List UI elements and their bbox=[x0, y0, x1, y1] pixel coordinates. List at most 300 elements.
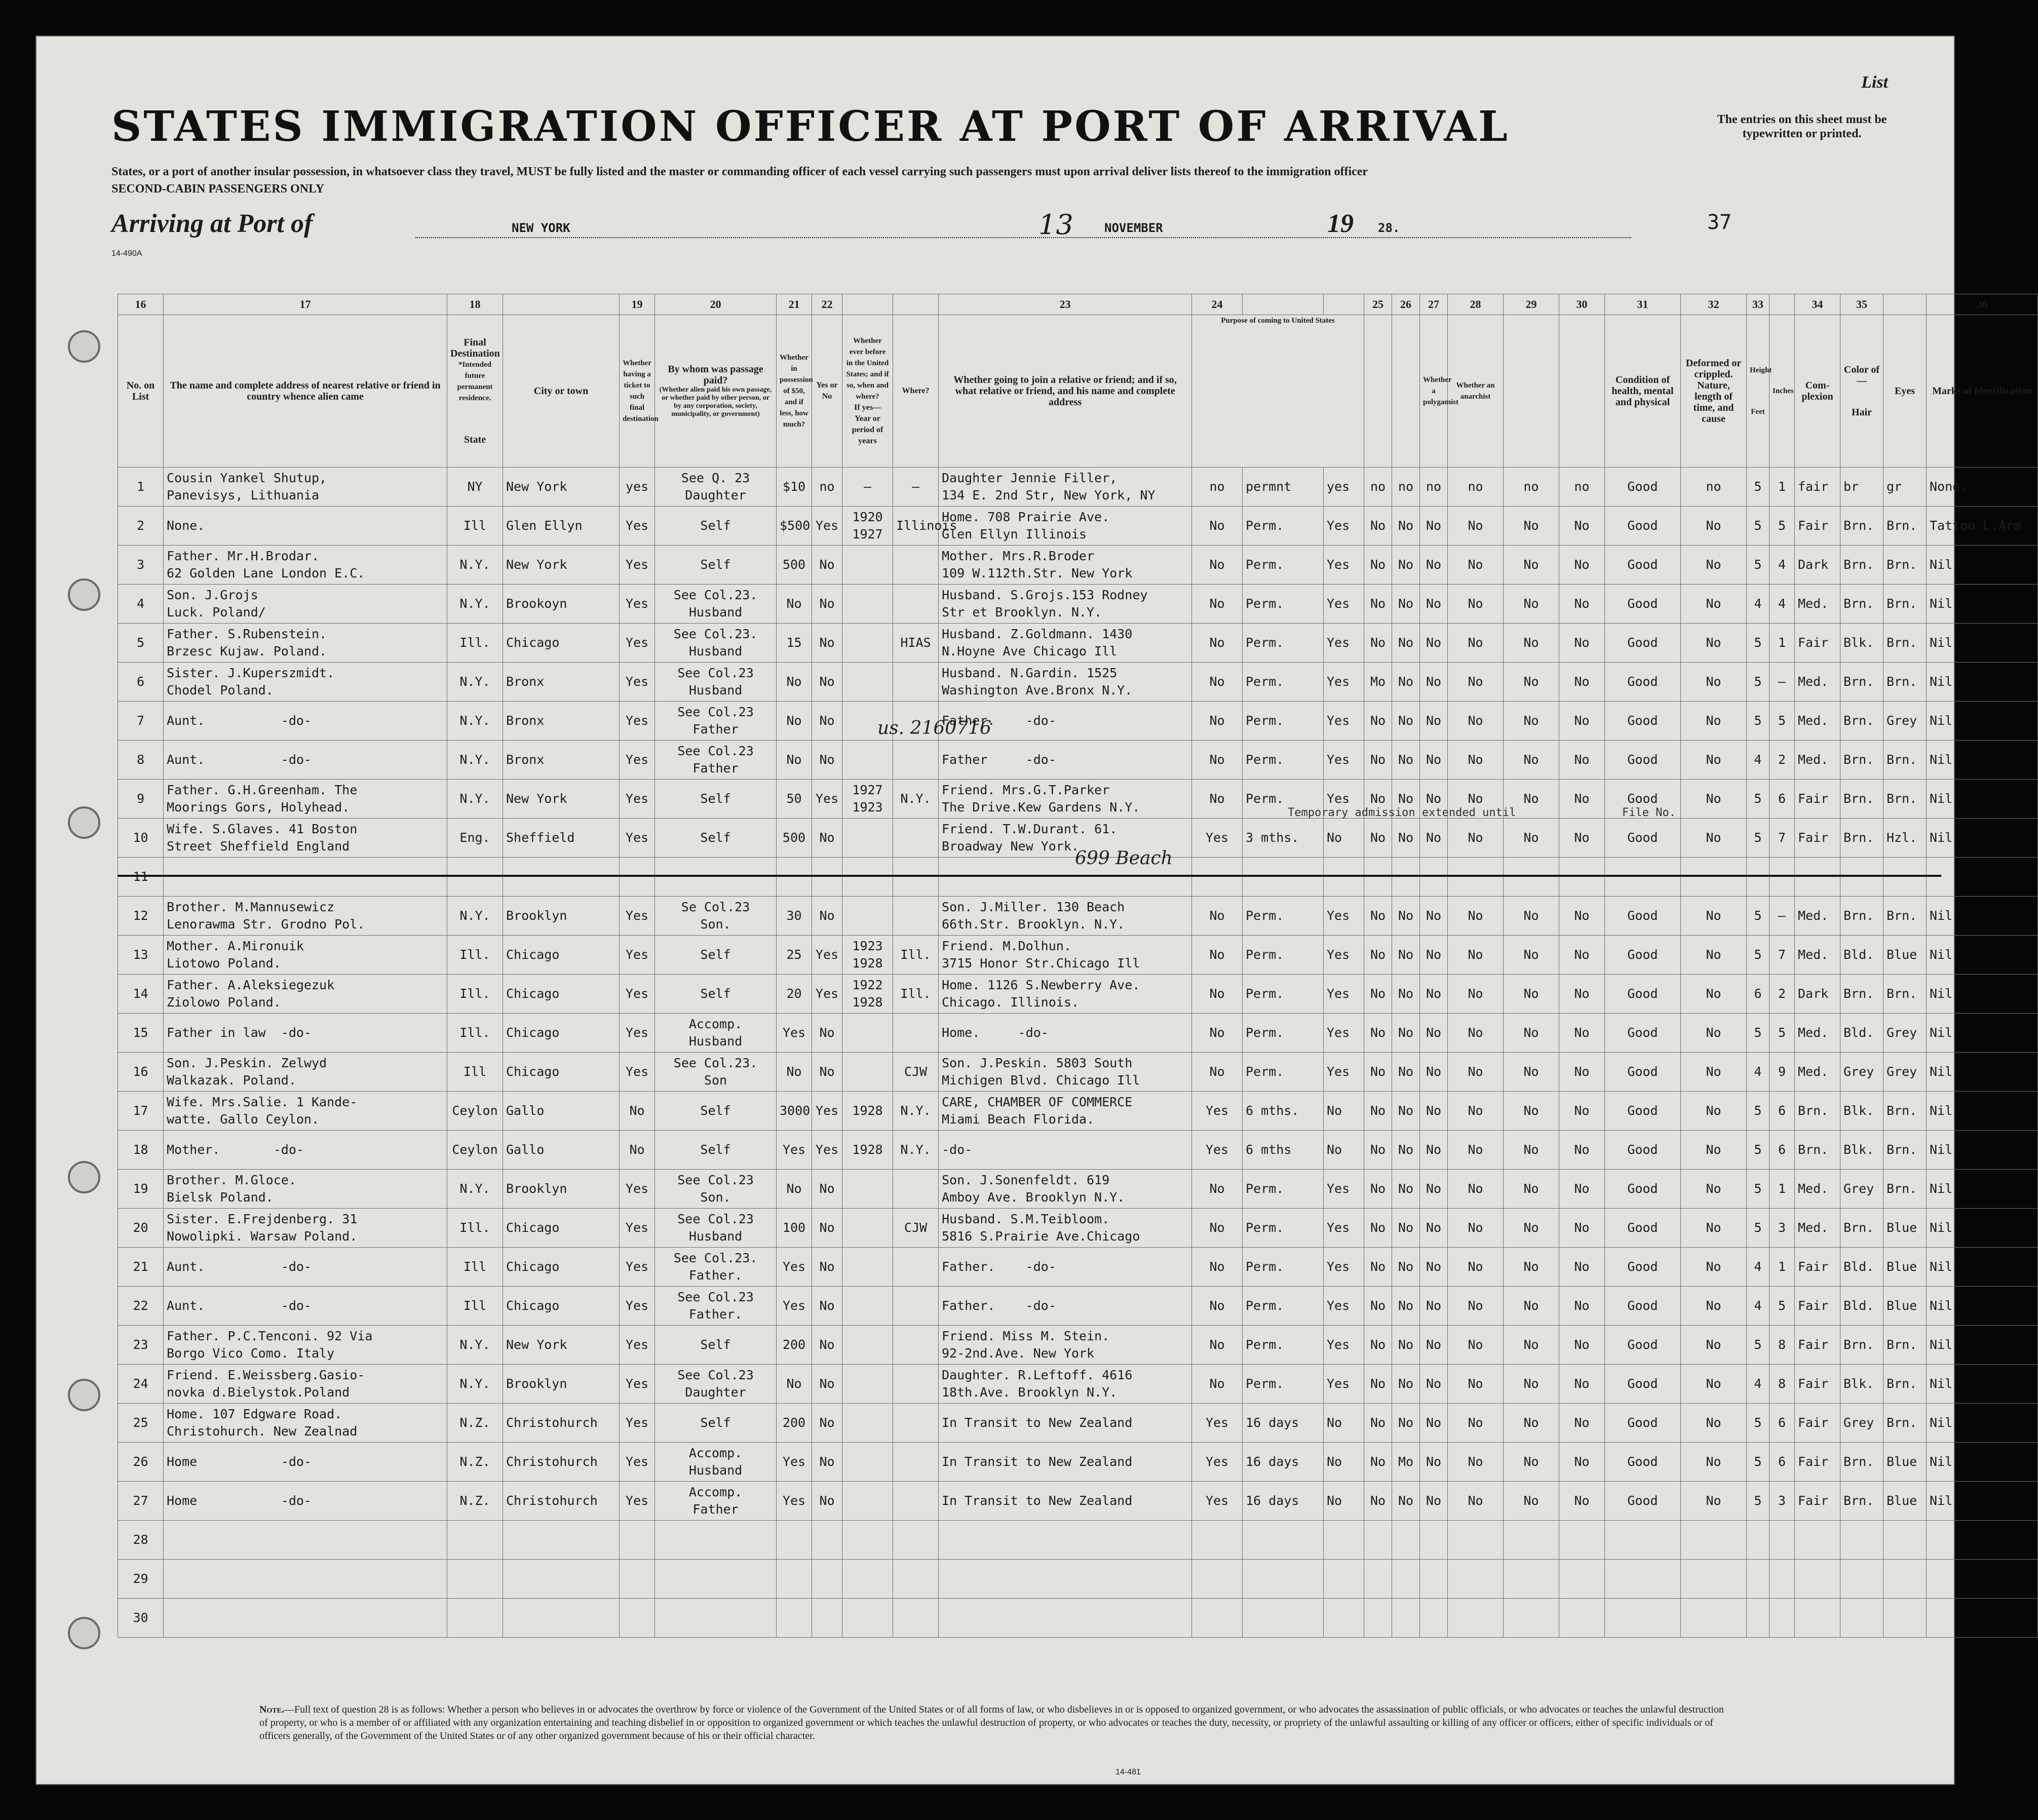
cell-marks: Nil bbox=[1927, 1326, 2038, 1365]
cell-q30: No bbox=[1559, 663, 1605, 702]
cell-q24b: 6 mths bbox=[1243, 1131, 1324, 1170]
cell-inches bbox=[1770, 858, 1795, 897]
column-number: 26 bbox=[1392, 294, 1420, 315]
cell-city: Bronx bbox=[503, 702, 620, 741]
cell-money: 200 bbox=[777, 1404, 812, 1443]
table-row bbox=[118, 1599, 2038, 1638]
cell-q28: No bbox=[1448, 1131, 1504, 1170]
cell-q24a: No bbox=[1192, 663, 1243, 702]
cell-ticket: Yes bbox=[620, 1404, 655, 1443]
cell-city: Bronx bbox=[503, 663, 620, 702]
cell-money bbox=[777, 858, 812, 897]
column-number: 23 bbox=[939, 294, 1192, 315]
cell-q29 bbox=[1504, 858, 1559, 897]
table-row bbox=[118, 975, 2038, 1014]
cell-q28: No bbox=[1448, 1014, 1504, 1053]
cell-joining: -do- bbox=[939, 1131, 1192, 1170]
cell-no: 25 bbox=[118, 1404, 164, 1443]
cell-eyes: Grey bbox=[1883, 702, 1927, 741]
cell-q29: No bbox=[1504, 1404, 1559, 1443]
cell-ticket: Yes bbox=[620, 1209, 655, 1248]
cell-q28: No bbox=[1448, 1287, 1504, 1326]
header-q30 bbox=[1559, 315, 1605, 468]
binder-hole bbox=[68, 806, 100, 839]
cell-q28: No bbox=[1448, 819, 1504, 858]
cell-q28: No bbox=[1448, 1248, 1504, 1287]
cell-health: Good bbox=[1605, 585, 1681, 624]
cell-q24c: No bbox=[1324, 1443, 1364, 1482]
cell-q27: No bbox=[1420, 585, 1448, 624]
cell-city: Gallo bbox=[503, 1092, 620, 1131]
cabin-class: SECOND-CABIN PASSENGERS ONLY bbox=[111, 182, 325, 196]
cell-q24a: Yes bbox=[1192, 1404, 1243, 1443]
cell-passage: See Col.23 Father bbox=[655, 702, 777, 741]
cell-deformed: No bbox=[1681, 1482, 1747, 1521]
cell-hair bbox=[1840, 1521, 1883, 1560]
cell-q29: No bbox=[1504, 507, 1559, 546]
cell-no: 16 bbox=[118, 1053, 164, 1092]
cell-money: No bbox=[777, 1170, 812, 1209]
cell-ticket: Yes bbox=[620, 663, 655, 702]
cell-q24b: Perm. bbox=[1243, 702, 1324, 741]
cell-relative: Home -do- bbox=[164, 1482, 447, 1521]
cell-inches: 2 bbox=[1770, 741, 1795, 780]
cell-ticket: Yes bbox=[620, 936, 655, 975]
cell-marks: Nil bbox=[1927, 1248, 2038, 1287]
cell-deformed: No bbox=[1681, 1014, 1747, 1053]
cell-q26: No bbox=[1392, 702, 1420, 741]
cell-ticket: Yes bbox=[620, 1248, 655, 1287]
cell-eyes: Hzl. bbox=[1883, 819, 1927, 858]
cell-q24b: Perm. bbox=[1243, 1248, 1324, 1287]
cell-feet: 5 bbox=[1747, 1092, 1770, 1131]
cell-q24a: No bbox=[1192, 897, 1243, 936]
cell-q24b: Perm. bbox=[1243, 936, 1324, 975]
cell-feet bbox=[1747, 858, 1770, 897]
cell-money: Yes bbox=[777, 1482, 812, 1521]
cell-marks: Nil bbox=[1927, 897, 2038, 936]
cell-q24c: Yes bbox=[1324, 1014, 1364, 1053]
cell-before: No bbox=[812, 585, 842, 624]
cell-inches: 4 bbox=[1770, 585, 1795, 624]
cell-joining: Daughter Jennie Filler, 134 E. 2nd Str, New York, NY bbox=[939, 468, 1192, 507]
cell-health: Good bbox=[1605, 1014, 1681, 1053]
table-row bbox=[118, 1248, 2038, 1287]
cell-complexion: Fair bbox=[1795, 1365, 1840, 1404]
header-height: Height bbox=[1750, 366, 1772, 374]
temporary-admission-stamp: Temporary admission extended until bbox=[1288, 806, 1516, 819]
cell-health: Good bbox=[1605, 1404, 1681, 1443]
cell-no: 18 bbox=[118, 1131, 164, 1170]
column-number: 16 bbox=[118, 294, 164, 315]
cell-before: No bbox=[812, 663, 842, 702]
cell-q27: No bbox=[1420, 1404, 1448, 1443]
cell-where: N.Y. bbox=[893, 1131, 939, 1170]
cell-q26: No bbox=[1392, 546, 1420, 585]
cell-q29: No bbox=[1504, 624, 1559, 663]
cell-before bbox=[812, 1521, 842, 1560]
cell-q24a: Yes bbox=[1192, 1443, 1243, 1482]
cell-q30: No bbox=[1559, 624, 1605, 663]
cell-q25: No bbox=[1364, 1326, 1392, 1365]
cell-passage: Self bbox=[655, 780, 777, 819]
cell-q24c: Yes bbox=[1324, 975, 1364, 1014]
cell-state: N.Y. bbox=[447, 702, 503, 741]
table-row bbox=[118, 1287, 2038, 1326]
cell-state: N.Y. bbox=[447, 741, 503, 780]
cell-deformed: No bbox=[1681, 507, 1747, 546]
cell-hair: Brn. bbox=[1840, 1326, 1883, 1365]
cell-q28 bbox=[1448, 1521, 1504, 1560]
cell-inches: 1 bbox=[1770, 624, 1795, 663]
cell-marks: None. bbox=[1927, 468, 2038, 507]
cell-eyes: Blue bbox=[1883, 1482, 1927, 1521]
cell-joining: Friend. M.Dolhun. 3715 Honor Str.Chicago Ill bbox=[939, 936, 1192, 975]
cell-years bbox=[842, 1482, 893, 1521]
cell-where bbox=[893, 1443, 939, 1482]
cell-city: Brooklyn bbox=[503, 1365, 620, 1404]
cell-before: No bbox=[812, 819, 842, 858]
cell-inches: 1 bbox=[1770, 1170, 1795, 1209]
cell-inches: 4 bbox=[1770, 546, 1795, 585]
column-number: 18 bbox=[447, 294, 503, 315]
cell-q24b: 6 mths. bbox=[1243, 1092, 1324, 1131]
header-where: Where? bbox=[893, 315, 939, 468]
cell-passage: Self bbox=[655, 1092, 777, 1131]
table-row bbox=[118, 1092, 2038, 1131]
cell-before: Yes bbox=[812, 780, 842, 819]
cell-q24b: Perm. bbox=[1243, 897, 1324, 936]
cell-where bbox=[893, 897, 939, 936]
cell-q29: No bbox=[1504, 663, 1559, 702]
cell-ticket: Yes bbox=[620, 897, 655, 936]
cell-q29: no bbox=[1504, 468, 1559, 507]
cell-marks: Nil bbox=[1927, 1287, 2038, 1326]
cell-complexion: Fair bbox=[1795, 1248, 1840, 1287]
cell-q24c: Yes bbox=[1324, 1053, 1364, 1092]
cell-joining: Husband. S.Grojs.153 Rodney Str et Brooklyn. N.Y. bbox=[939, 585, 1192, 624]
table-row bbox=[118, 1521, 2038, 1560]
cell-q24c: Yes bbox=[1324, 936, 1364, 975]
cell-feet: 5 bbox=[1747, 546, 1770, 585]
cell-eyes: Brn. bbox=[1883, 624, 1927, 663]
cell-eyes: Brn. bbox=[1883, 585, 1927, 624]
cell-q26: No bbox=[1392, 1404, 1420, 1443]
table-row bbox=[118, 507, 2038, 546]
cell-joining bbox=[939, 1560, 1192, 1599]
cell-hair: Blk. bbox=[1840, 624, 1883, 663]
cell-hair: Brn. bbox=[1840, 741, 1883, 780]
cell-q24c: Yes bbox=[1324, 1248, 1364, 1287]
cell-q24c: No bbox=[1324, 1092, 1364, 1131]
column-number-row bbox=[118, 294, 2038, 315]
cell-before: No bbox=[812, 702, 842, 741]
cell-marks: Nil bbox=[1927, 585, 2038, 624]
cell-q30: No bbox=[1559, 1014, 1605, 1053]
cell-q27 bbox=[1420, 1599, 1448, 1638]
cell-where bbox=[893, 1287, 939, 1326]
cell-q27: No bbox=[1420, 1287, 1448, 1326]
cell-q24b: Perm. bbox=[1243, 1014, 1324, 1053]
cell-eyes: Brn. bbox=[1883, 780, 1927, 819]
cell-before: No bbox=[812, 1248, 842, 1287]
cell-hair: Grey bbox=[1840, 1404, 1883, 1443]
cell-health: Good bbox=[1605, 1170, 1681, 1209]
cell-relative: Home -do- bbox=[164, 1443, 447, 1482]
column-number: 35 bbox=[1840, 294, 1883, 315]
cell-where: Illinois bbox=[893, 507, 939, 546]
header-year-period bbox=[842, 315, 893, 468]
cell-ticket bbox=[620, 858, 655, 897]
cell-ticket: Yes bbox=[620, 702, 655, 741]
cell-q25 bbox=[1364, 858, 1392, 897]
cell-complexion: Fair bbox=[1795, 507, 1840, 546]
cell-q30: No bbox=[1559, 1248, 1605, 1287]
cell-feet: 5 bbox=[1747, 1131, 1770, 1170]
cell-inches: 5 bbox=[1770, 1014, 1795, 1053]
cell-marks: Nil bbox=[1927, 1482, 2038, 1521]
cell-years bbox=[842, 1521, 893, 1560]
cell-joining: In Transit to New Zealand bbox=[939, 1482, 1192, 1521]
cell-q24a: No bbox=[1192, 1326, 1243, 1365]
column-number: 30 bbox=[1559, 294, 1605, 315]
cell-q30: No bbox=[1559, 546, 1605, 585]
cell-money: No bbox=[777, 663, 812, 702]
cell-complexion: Fair bbox=[1795, 1443, 1840, 1482]
cell-where: CJW bbox=[893, 1209, 939, 1248]
cell-money: No bbox=[777, 702, 812, 741]
cell-q24c: No bbox=[1324, 1131, 1364, 1170]
binder-hole bbox=[68, 578, 100, 611]
cell-complexion: Med. bbox=[1795, 663, 1840, 702]
cell-hair: Brn. bbox=[1840, 1482, 1883, 1521]
cell-where: N.Y. bbox=[893, 780, 939, 819]
cell-q24c bbox=[1324, 858, 1364, 897]
cell-complexion: Fair bbox=[1795, 1326, 1840, 1365]
cell-hair: Blk. bbox=[1840, 1092, 1883, 1131]
cell-deformed: No bbox=[1681, 663, 1747, 702]
cell-q25: No bbox=[1364, 897, 1392, 936]
cell-passage: Se Col.23 Son. bbox=[655, 897, 777, 936]
cell-marks: Nil bbox=[1927, 702, 2038, 741]
cell-relative: Friend. E.Weissberg.Gasio- novka d.Bielystok.Poland bbox=[164, 1365, 447, 1404]
cell-money: No bbox=[777, 741, 812, 780]
cell-joining: Husband. S.M.Teibloom. 5816 S.Prairie Ave.Chicago bbox=[939, 1209, 1192, 1248]
cell-state: Ill. bbox=[447, 1209, 503, 1248]
column-number bbox=[842, 294, 893, 315]
cell-relative: Mother. A.Mironuik Liotowo Poland. bbox=[164, 936, 447, 975]
cell-health: Good bbox=[1605, 1248, 1681, 1287]
cell-q27: No bbox=[1420, 1131, 1448, 1170]
cell-q27: No bbox=[1420, 819, 1448, 858]
cell-complexion: Med. bbox=[1795, 585, 1840, 624]
cell-q24c: Yes bbox=[1324, 624, 1364, 663]
cell-q28: No bbox=[1448, 1092, 1504, 1131]
table-row bbox=[118, 1365, 2038, 1404]
column-number: 22 bbox=[812, 294, 842, 315]
cell-money: Yes bbox=[777, 1131, 812, 1170]
cell-q25: No bbox=[1364, 1014, 1392, 1053]
cell-q29: No bbox=[1504, 819, 1559, 858]
cell-q25: No bbox=[1364, 1365, 1392, 1404]
cell-before bbox=[812, 1560, 842, 1599]
cell-years bbox=[842, 1365, 893, 1404]
cell-before: No bbox=[812, 1365, 842, 1404]
cell-no: 27 bbox=[118, 1482, 164, 1521]
cell-passage: Self bbox=[655, 1326, 777, 1365]
cell-ticket bbox=[620, 1599, 655, 1638]
footnote-label: Note. bbox=[259, 1704, 285, 1715]
cell-money: 200 bbox=[777, 1326, 812, 1365]
cell-joining: Father. -do- bbox=[939, 702, 1192, 741]
arrival-month: NOVEMBER bbox=[1104, 221, 1163, 235]
cell-no: 14 bbox=[118, 975, 164, 1014]
cell-q26: No bbox=[1392, 1092, 1420, 1131]
cell-years bbox=[842, 1404, 893, 1443]
cell-health: Good bbox=[1605, 819, 1681, 858]
cell-eyes: Grey bbox=[1883, 1014, 1927, 1053]
cell-joining: Son. J.Sonenfeldt. 619 Amboy Ave. Brooklyn N.Y. bbox=[939, 1170, 1192, 1209]
cell-q26: No bbox=[1392, 1170, 1420, 1209]
cell-q30: No bbox=[1559, 1326, 1605, 1365]
cell-marks: Nil bbox=[1927, 1170, 2038, 1209]
cell-city: Chicago bbox=[503, 1053, 620, 1092]
cell-complexion bbox=[1795, 858, 1840, 897]
cell-money: 500 bbox=[777, 546, 812, 585]
cell-city: New York bbox=[503, 468, 620, 507]
cell-state: Ill bbox=[447, 1053, 503, 1092]
cell-complexion: Dark bbox=[1795, 546, 1840, 585]
cell-health: Good bbox=[1605, 1443, 1681, 1482]
cell-health: Good bbox=[1605, 897, 1681, 936]
cell-q24c: Yes bbox=[1324, 507, 1364, 546]
cell-passage: See Col.23. Son bbox=[655, 1053, 777, 1092]
cell-q26: No bbox=[1392, 1365, 1420, 1404]
cell-q29 bbox=[1504, 1521, 1559, 1560]
cell-joining bbox=[939, 1521, 1192, 1560]
cell-hair: Bld. bbox=[1840, 1014, 1883, 1053]
cell-health: Good bbox=[1605, 936, 1681, 975]
cell-passage: Self bbox=[655, 546, 777, 585]
cell-q24a: Yes bbox=[1192, 819, 1243, 858]
cell-q28: No bbox=[1448, 663, 1504, 702]
cell-inches: 1 bbox=[1770, 1248, 1795, 1287]
cell-years: 1922 1928 bbox=[842, 975, 893, 1014]
table-row bbox=[118, 1560, 2038, 1599]
header-color-of: Color of— bbox=[1843, 364, 1880, 386]
cell-q24a: No bbox=[1192, 1365, 1243, 1404]
cell-money: 20 bbox=[777, 975, 812, 1014]
cell-feet: 5 bbox=[1747, 819, 1770, 858]
cell-passage: Self bbox=[655, 975, 777, 1014]
cell-passage bbox=[655, 858, 777, 897]
cell-q30: No bbox=[1559, 1443, 1605, 1482]
cell-joining: Friend. T.W.Durant. 61. Broadway New York. bbox=[939, 819, 1192, 858]
cell-joining: Friend. Mrs.G.T.Parker The Drive.Kew Gardens N.Y. bbox=[939, 780, 1192, 819]
cell-q30: No bbox=[1559, 1209, 1605, 1248]
cell-years bbox=[842, 585, 893, 624]
cell-hair: Brn. bbox=[1840, 819, 1883, 858]
cell-q27: No bbox=[1420, 1482, 1448, 1521]
column-number: 21 bbox=[777, 294, 812, 315]
cell-marks: Nil bbox=[1927, 741, 2038, 780]
arrival-day: 13 bbox=[1039, 209, 1073, 241]
cell-health: Good bbox=[1605, 975, 1681, 1014]
cell-q25: No bbox=[1364, 1092, 1392, 1131]
cell-q25: No bbox=[1364, 936, 1392, 975]
cell-q24a: Yes bbox=[1192, 1482, 1243, 1521]
cell-complexion: Brn. bbox=[1795, 1092, 1840, 1131]
binder-hole bbox=[68, 330, 100, 363]
cell-q24a: Yes bbox=[1192, 1092, 1243, 1131]
cell-no: 23 bbox=[118, 1326, 164, 1365]
cell-passage: See Col.23 Husband bbox=[655, 663, 777, 702]
cell-ticket: Yes bbox=[620, 1443, 655, 1482]
cell-q24c: Yes bbox=[1324, 1209, 1364, 1248]
cell-before: No bbox=[812, 1053, 842, 1092]
cell-q27: No bbox=[1420, 1053, 1448, 1092]
cell-ticket bbox=[620, 1521, 655, 1560]
cell-deformed: No bbox=[1681, 1131, 1747, 1170]
cell-relative: Brother. M.Gloce. Bielsk Poland. bbox=[164, 1170, 447, 1209]
cell-q24c: Yes bbox=[1324, 585, 1364, 624]
cell-q29: No bbox=[1504, 1287, 1559, 1326]
cell-q24c: Yes bbox=[1324, 1326, 1364, 1365]
cell-q30: No bbox=[1559, 780, 1605, 819]
cell-eyes bbox=[1883, 1560, 1927, 1599]
cell-feet: 4 bbox=[1747, 585, 1770, 624]
dotted-line bbox=[415, 237, 1631, 238]
cell-q24c: Yes bbox=[1324, 702, 1364, 741]
table-row bbox=[118, 936, 2038, 975]
cell-q24a bbox=[1192, 1599, 1243, 1638]
cell-state bbox=[447, 1599, 503, 1638]
cell-passage: Self bbox=[655, 1404, 777, 1443]
cell-q25 bbox=[1364, 1521, 1392, 1560]
cell-relative bbox=[164, 1521, 447, 1560]
cell-feet: 5 bbox=[1747, 1326, 1770, 1365]
cell-joining: Son. J.Peskin. 5803 South Michigen Blvd. Chicago Ill bbox=[939, 1053, 1192, 1092]
cell-eyes: Blue bbox=[1883, 1209, 1927, 1248]
cell-passage: Self bbox=[655, 819, 777, 858]
header-passage-note: (Whether alien paid his own passage, or whether paid by other person, or by any corporation, society, municipality, or government) bbox=[659, 386, 772, 418]
cell-ticket: Yes bbox=[620, 741, 655, 780]
cell-complexion: Med. bbox=[1795, 936, 1840, 975]
cell-inches bbox=[1770, 1560, 1795, 1599]
cell-complexion: Med. bbox=[1795, 1170, 1840, 1209]
cell-hair: Bld. bbox=[1840, 1248, 1883, 1287]
header-relative: The name and complete address of nearest relative or friend in country whence alien came bbox=[164, 315, 447, 468]
cell-q30: No bbox=[1559, 1170, 1605, 1209]
column-number bbox=[1243, 294, 1324, 315]
cell-deformed bbox=[1681, 858, 1747, 897]
cell-q24c: Yes bbox=[1324, 780, 1364, 819]
cell-q24b: 16 days bbox=[1243, 1482, 1324, 1521]
header-yes-no: Yes or No bbox=[812, 315, 842, 468]
cell-q27 bbox=[1420, 858, 1448, 897]
cell-q30: No bbox=[1559, 585, 1605, 624]
cell-q30: No bbox=[1559, 975, 1605, 1014]
cell-health: Good bbox=[1605, 780, 1681, 819]
cell-q28: No bbox=[1448, 1365, 1504, 1404]
cell-q28: No bbox=[1448, 546, 1504, 585]
cell-inches: 3 bbox=[1770, 1482, 1795, 1521]
cell-deformed: No bbox=[1681, 741, 1747, 780]
cell-eyes bbox=[1883, 1521, 1927, 1560]
cell-state bbox=[447, 1560, 503, 1599]
cell-where: Ill. bbox=[893, 975, 939, 1014]
cell-city: Chicago bbox=[503, 1248, 620, 1287]
